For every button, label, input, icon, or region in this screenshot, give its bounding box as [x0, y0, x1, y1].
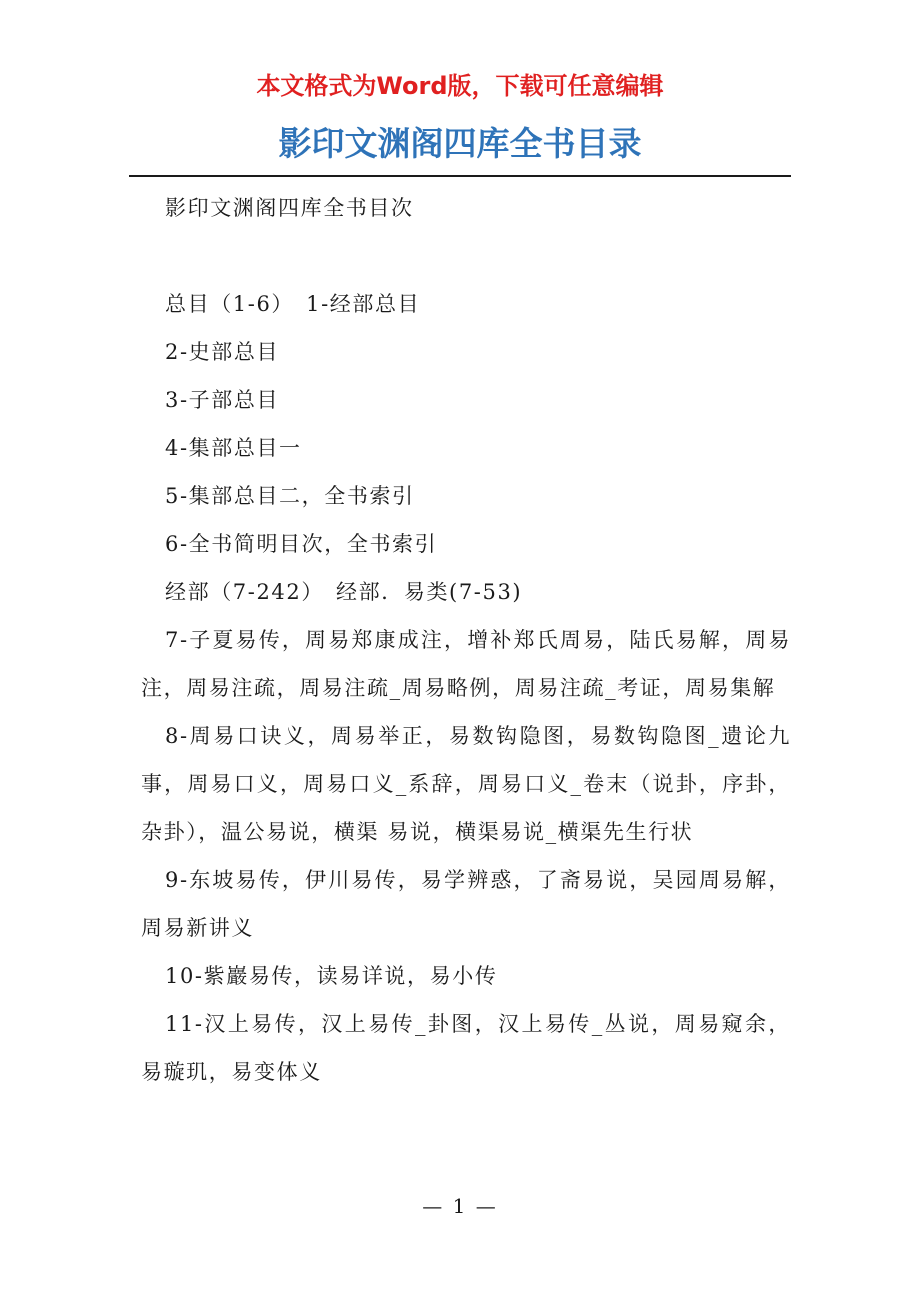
page-number: — 1 —: [422, 1194, 498, 1218]
catalog-entry: 10-紫巖易传，读易详说，易小传: [165, 964, 498, 988]
catalog-entry: 9-东坡易传，伊川易传，易学辨惑，了斋易说，吴园周易解，周易新讲义: [141, 868, 791, 940]
subtitle-line: 影印文渊阁四库全书目次: [165, 196, 414, 220]
blank-line: [141, 232, 791, 280]
catalog-entry: 6-全书简明目次，全书索引: [165, 532, 438, 556]
catalog-entry: 3-子部总目: [165, 388, 280, 412]
catalog-entry: 总目（1-6） 1-经部总目: [165, 292, 421, 316]
document-title: 影印文渊阁四库全书目录: [278, 124, 642, 163]
title-divider: [129, 175, 791, 177]
document-body: [141, 184, 791, 1096]
catalog-entry: 5-集部总目二，全书索引: [165, 484, 415, 508]
catalog-entry: 4-集部总目一: [165, 436, 302, 460]
catalog-entry: 8-周易口诀义，周易举正，易数钩隐图，易数钩隐图_遗论九事，周易口义，周易口义_系辞，周易口义_卷末（说卦，序卦，杂卦），温公易说，横渠 易说，横渠易说_横渠先生行状: [141, 724, 791, 844]
catalog-entry: 11-汉上易传，汉上易传_卦图，汉上易传_丛说，周易窥余，易璇玑，易变体义: [141, 1012, 791, 1084]
catalog-entry: 经部（7-242） 经部．易类(7-53): [165, 580, 523, 604]
format-notice-banner: 本文格式为Word版，下载可任意编辑: [256, 72, 664, 100]
catalog-entry: 7-子夏易传，周易郑康成注，增补郑氏周易，陆氏易解，周易注，周易注疏，周易注疏_周易略例，周易注疏_考证，周易集解: [141, 628, 791, 700]
catalog-entry: 2-史部总目: [165, 340, 280, 364]
